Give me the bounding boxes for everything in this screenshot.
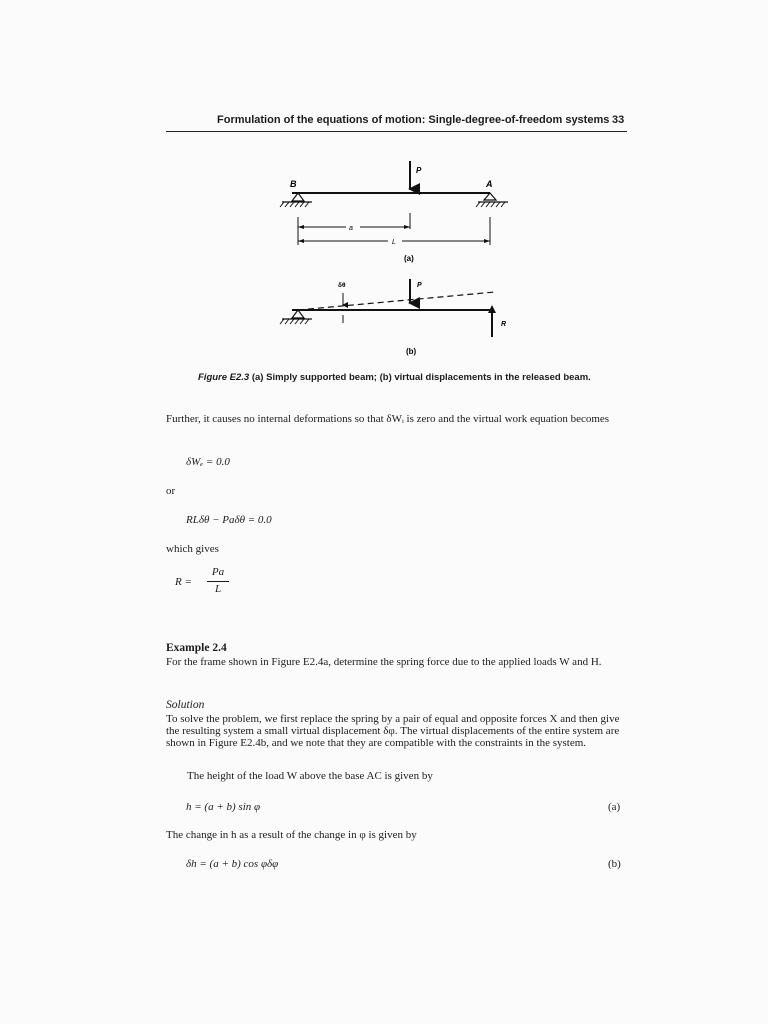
change-text: The change in h as a result of the change in φ is given by bbox=[166, 829, 417, 841]
figure-caption bbox=[198, 372, 591, 383]
equation-4: h = (a + b) sin φ bbox=[186, 801, 261, 813]
example-text: For the frame shown in Figure E2.4a, determine the spring force due to the applied loads W and H. bbox=[166, 656, 602, 668]
height-text: The height of the load W above the base AC is given by bbox=[187, 770, 433, 782]
roller-support-a bbox=[476, 193, 508, 207]
beam-figure bbox=[270, 155, 530, 360]
caption-label: Figure E2.3 bbox=[198, 372, 250, 383]
label-a-dim: a bbox=[349, 225, 353, 232]
running-header: Formulation of the equations of motion: Single-degree-of-freedom systems bbox=[217, 114, 610, 126]
fraction-bar bbox=[207, 581, 229, 582]
paragraph-1: Further, it causes no internal deformations so that δWᵢ is zero and the virtual work equation becomes bbox=[166, 413, 610, 425]
label-delta-theta: δθ bbox=[338, 282, 346, 289]
panel-a-label: (a) bbox=[404, 254, 414, 263]
equation-5-number: (b) bbox=[608, 858, 621, 870]
equation-3-lhs: R = bbox=[175, 576, 192, 588]
solution-text: To solve the problem, we first replace the spring by a pair of equal and opposite forces X and then give the resulting system a small virtual displacement δφ. The virtual displacements of the entire system are shown in Figure E2.4b, and we note that they are compatible with the constraints in the system. bbox=[166, 713, 620, 749]
pin-support-b bbox=[280, 193, 312, 207]
pin-support-b-released bbox=[280, 310, 312, 324]
equation-3-denominator: L bbox=[214, 583, 222, 595]
label-a: A bbox=[486, 179, 493, 189]
panel-b-label: (b) bbox=[406, 347, 417, 356]
label-l-dim: L bbox=[392, 239, 396, 246]
which-gives: which gives bbox=[166, 543, 219, 555]
page-number: 33 bbox=[612, 114, 625, 126]
equation-3-numerator: Pa bbox=[211, 566, 225, 578]
header-rule bbox=[166, 131, 627, 132]
label-p-b: P bbox=[417, 282, 422, 289]
label-b: B bbox=[290, 179, 297, 189]
word-or: or bbox=[166, 485, 176, 497]
label-r: R bbox=[501, 321, 507, 328]
equation-1: δWₑ = 0.0 bbox=[186, 456, 230, 468]
example-heading: Example 2.4 bbox=[166, 642, 227, 654]
equation-4-number: (a) bbox=[608, 801, 621, 813]
equation-2: RLδθ − Paδθ = 0.0 bbox=[186, 514, 272, 526]
equation-5: δh = (a + b) cos φδφ bbox=[186, 858, 279, 870]
caption-text: (a) Simply supported beam; (b) virtual displacements in the released beam. bbox=[251, 372, 591, 383]
solution-heading: Solution bbox=[166, 699, 205, 711]
label-p: P bbox=[416, 166, 422, 175]
virtual-displacement-line bbox=[298, 292, 495, 310]
